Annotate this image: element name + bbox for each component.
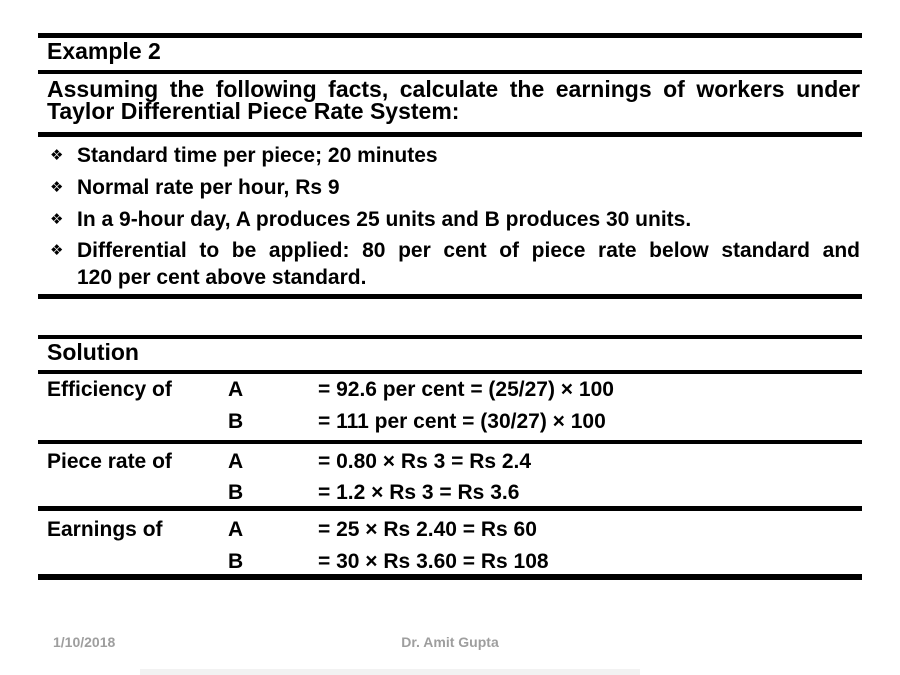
worker-cell: B xyxy=(228,481,244,504)
equation-cell: = 111 per cent = (30/27) × 100 xyxy=(318,410,606,433)
table-row xyxy=(0,449,900,475)
example-title: Example 2 xyxy=(47,38,161,64)
horizontal-rule xyxy=(38,132,862,137)
table-row xyxy=(0,480,900,506)
worker-cell: A xyxy=(228,450,244,473)
bullet-text: Normal rate per hour, Rs 9 xyxy=(77,176,340,199)
horizontal-rule xyxy=(38,440,862,444)
horizontal-rule xyxy=(38,33,862,38)
worker-cell: B xyxy=(228,550,244,573)
bullet-text: 120 per cent above standard. xyxy=(77,266,367,289)
solution-heading: Solution xyxy=(47,339,139,365)
worker-cell: A xyxy=(228,378,244,401)
equation-cell: = 92.6 per cent = (25/27) × 100 xyxy=(318,378,614,401)
diamond-bullet-icon: ❖ xyxy=(50,178,64,196)
diamond-bullet-icon: ❖ xyxy=(50,241,64,259)
intro-line-2: Taylor Differential Piece Rate System: xyxy=(47,98,460,124)
diamond-bullet-icon: ❖ xyxy=(50,210,64,228)
slide-edge-shadow xyxy=(140,669,640,675)
horizontal-rule xyxy=(38,294,862,299)
equation-cell: = 30 × Rs 3.60 = Rs 108 xyxy=(318,550,549,573)
horizontal-rule xyxy=(38,506,862,511)
row-label: Piece rate of xyxy=(47,450,172,473)
footer-author: Dr. Amit Gupta xyxy=(401,634,499,650)
horizontal-rule xyxy=(38,335,862,339)
equation-cell: = 0.80 × Rs 3 = Rs 2.4 xyxy=(318,450,532,473)
horizontal-rule xyxy=(38,70,862,74)
row-label: Earnings of xyxy=(47,518,163,541)
intro-line-1: Assuming the following facts, calculate the earnings of workers under xyxy=(47,76,860,102)
diamond-bullet-icon: ❖ xyxy=(50,146,64,164)
row-label: Efficiency of xyxy=(47,378,172,401)
bullet-text: In a 9-hour day, A produces 25 units and B produces 30 units. xyxy=(77,208,692,231)
equation-cell: = 1.2 × Rs 3 = Rs 3.6 xyxy=(318,481,520,504)
horizontal-rule xyxy=(38,370,862,374)
bullet-text: Differential to be applied: 80 per cent of piece rate below standard and xyxy=(77,239,860,262)
table-row xyxy=(0,377,900,403)
footer-date: 1/10/2018 xyxy=(53,634,116,650)
bullet-text: Standard time per piece; 20 minutes xyxy=(77,144,438,167)
table-row xyxy=(0,409,900,435)
table-row xyxy=(0,549,900,575)
equation-cell: = 25 × Rs 2.40 = Rs 60 xyxy=(318,518,537,541)
table-row xyxy=(0,517,900,543)
worker-cell: A xyxy=(228,518,244,541)
worker-cell: B xyxy=(228,410,244,433)
